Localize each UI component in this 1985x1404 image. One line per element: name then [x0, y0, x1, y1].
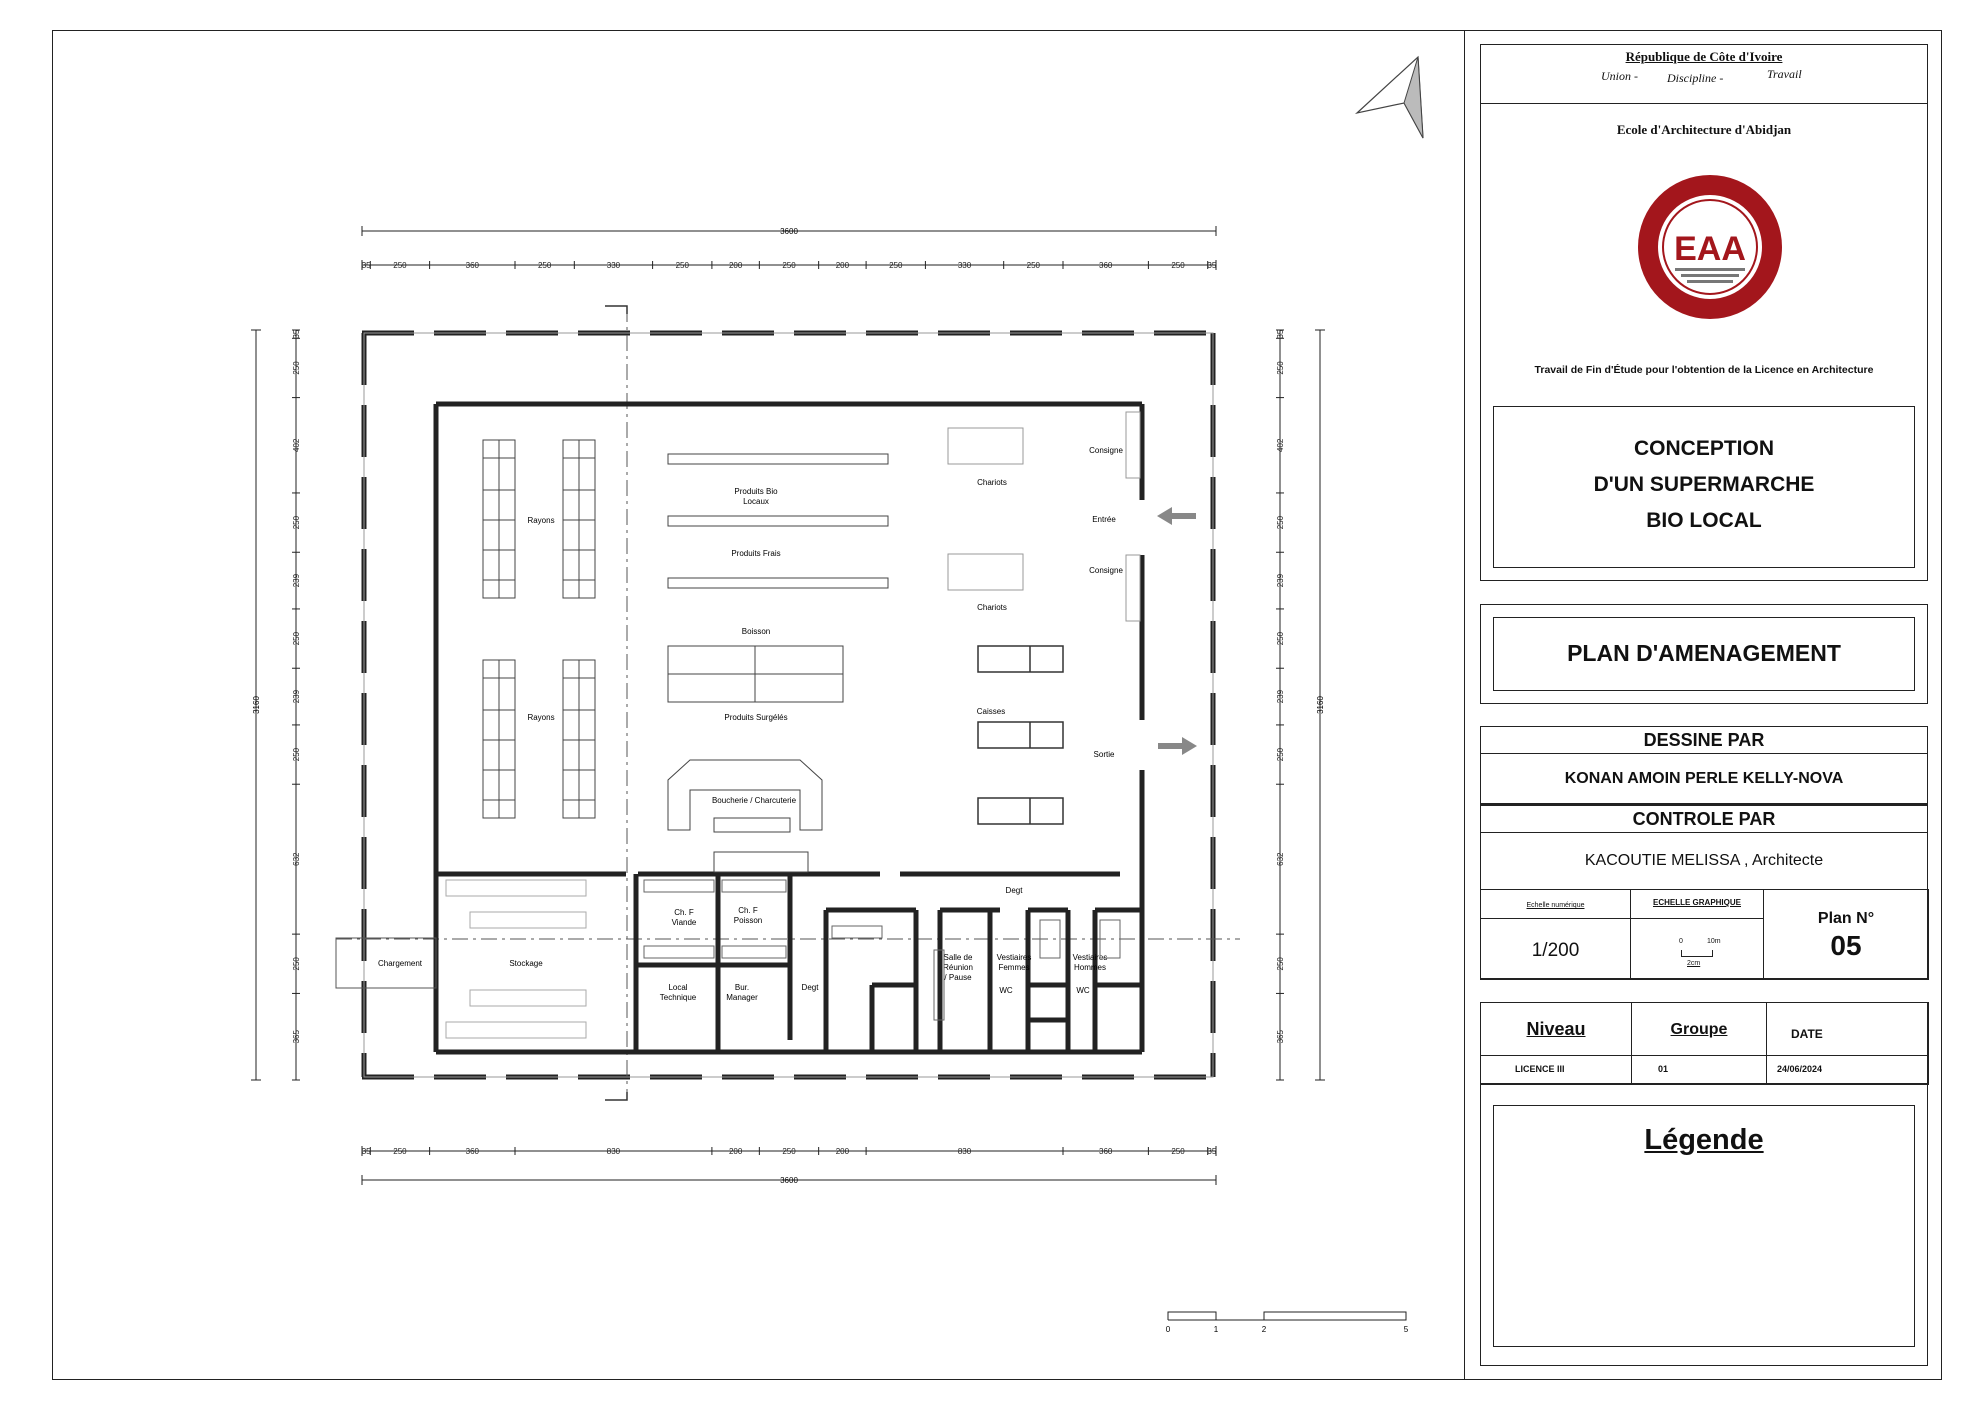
room-produits-bio: Produits Bio [734, 487, 778, 496]
checked-by-label: CONTROLE PAR [1480, 805, 1928, 833]
scale-graph-2cm: 2cm [1687, 960, 1701, 967]
room-bur-manager-2: Manager [726, 993, 758, 1002]
dimension-value: 250 [1276, 957, 1285, 971]
legend-inner [1493, 1105, 1915, 1347]
room-degt-mid: Degt [801, 983, 819, 992]
shelving-units [483, 440, 595, 818]
room-caisses: Caisses [976, 707, 1006, 716]
dimension-value: 239 [1276, 689, 1285, 704]
dimension-value: 365 [1276, 1030, 1285, 1044]
dimension-value: 200 [835, 1147, 850, 1156]
product-shelves [668, 454, 888, 872]
dimension-value: 200 [728, 261, 743, 270]
room-wc-2: WC [1076, 986, 1090, 995]
room-boucherie: Boucherie / Charcuterie [711, 796, 797, 805]
entry-arrow-icon [1157, 507, 1196, 525]
dimension-value: 250 [393, 261, 407, 270]
checkout-counters [978, 646, 1063, 824]
room-sortie: Sortie [1093, 750, 1115, 759]
room-entree: Entrée [1092, 515, 1116, 524]
room-chargement: Chargement [377, 959, 423, 968]
dimension-value: 250 [1276, 515, 1285, 530]
scale-bar-1: 1 [1213, 1325, 1219, 1334]
dimension-value: 250 [292, 631, 301, 646]
tb-info-box [1480, 1002, 1928, 1084]
axis-markers [605, 306, 627, 1100]
niveau-value: LICENCE III [1515, 1064, 1565, 1074]
dimension-value: 239 [292, 689, 301, 704]
room-salle-1: Salle de [943, 953, 973, 962]
tb-drawn-box [1480, 726, 1928, 804]
dim-overall-top: 3600 [780, 227, 798, 236]
room-stockage: Stockage [509, 959, 543, 968]
dimension-value: 330 [606, 261, 621, 270]
dimension-value: 360 [465, 1147, 479, 1156]
eaa-logo-icon [1635, 172, 1785, 322]
dimension-value: 250 [1276, 631, 1285, 646]
scale-graph-10: 10m [1707, 938, 1721, 945]
dim-overall-bottom: 3600 [780, 1176, 798, 1185]
dimension-value: 35 [1207, 1147, 1217, 1156]
dimension-value: 250 [1026, 261, 1041, 270]
dimension-value: 360 [1099, 1147, 1113, 1156]
dimension-value: 250 [292, 747, 301, 762]
dimension-value: 360 [465, 261, 479, 270]
dimension-value: 250 [292, 361, 301, 375]
dimension-value: 360 [1099, 261, 1113, 270]
scale-num-cell [1480, 889, 1631, 980]
dimension-value: 250 [675, 261, 689, 270]
project-title-3: BIO LOCAL [1646, 509, 1762, 532]
dimension-value: 250 [889, 261, 903, 270]
tfe-subtitle: Travail de Fin d'Étude pour l'obtention de la Licence en Architecture [1534, 364, 1874, 376]
plan-title: PLAN D'AMENAGEMENT [1567, 640, 1841, 666]
room-consigne-bottom: Consigne [1089, 566, 1123, 575]
dimension-value: 35 [1276, 329, 1285, 339]
dimension-value: 250 [782, 261, 796, 270]
tb-checked-box [1480, 805, 1928, 979]
room-produits-bio-2: Locaux [743, 497, 769, 506]
dimension-value: 250 [1171, 261, 1185, 270]
room-produits-surgeles: Produits Surgélés [724, 713, 788, 722]
dimension-value: 250 [1171, 1147, 1185, 1156]
checked-by-name: KACOUTIE MELISSA , Architecte [1480, 832, 1928, 890]
plan-title-inner [1493, 617, 1915, 691]
mini-scale-bar [1681, 950, 1713, 957]
dimension-value: 330 [957, 261, 972, 270]
room-local-tech-2: Technique [659, 993, 697, 1002]
dimension-value: 250 [537, 261, 552, 270]
room-local-tech-1: Local [668, 983, 688, 992]
school-name: Ecole d'Architecture d'Abidjan [1616, 122, 1792, 137]
tb-legend-box [1480, 1084, 1928, 1366]
scale-num-value: 1/200 [1531, 940, 1580, 961]
dimension-value: 830 [606, 1147, 621, 1156]
project-title-1: CONCEPTION [1633, 437, 1774, 460]
tb-school-box [1480, 103, 1928, 581]
room-rayons-top: Rayons [527, 516, 555, 525]
room-wc-1: WC [999, 986, 1013, 995]
motto-3: Travail [1767, 67, 1802, 81]
scale-graph-0: 0 [1679, 938, 1683, 945]
office-furniture [644, 880, 1120, 1020]
groupe-value: 01 [1658, 1064, 1669, 1074]
dim-overall-right: 3160 [1316, 696, 1325, 714]
dimension-value: 250 [1276, 361, 1285, 375]
scale-graph-label: ECHELLE GRAPHIQUE [1652, 898, 1741, 907]
dimension-value: 35 [361, 1147, 371, 1156]
scale-bar-0: 0 [1165, 1325, 1171, 1334]
motto-2: Discipline - [1667, 71, 1724, 85]
dimension-value: 402 [292, 438, 301, 452]
dimension-value: 632 [292, 852, 301, 866]
plan-no: 05 [1830, 930, 1862, 961]
room-ch-poisson-2: Poisson [733, 916, 763, 925]
svg-text:EAA: EAA [1674, 230, 1746, 268]
date-value: 24/06/2024 [1777, 1064, 1823, 1074]
scale-num-label: Echelle numérique [1526, 902, 1585, 909]
dimension-value: 250 [393, 1147, 407, 1156]
room-produits-frais: Produits Frais [731, 549, 781, 558]
legend-title: Légende [1644, 1124, 1764, 1156]
plan-number-cell [1763, 889, 1929, 980]
dimension-value: 632 [1276, 852, 1285, 866]
project-title-2: D'UN SUPERMARCHE [1593, 473, 1815, 496]
drawn-by-label: DESSINE PAR [1480, 726, 1928, 754]
dimension-value: 250 [1276, 747, 1285, 762]
exit-arrow-icon [1158, 737, 1197, 755]
niveau-label: Niveau [1526, 1019, 1586, 1039]
dim-overall-left: 3160 [252, 696, 261, 714]
dimension-value: 200 [835, 261, 850, 270]
scale-bar [1168, 1312, 1406, 1320]
scale-bar-2: 2 [1261, 1325, 1267, 1334]
project-title-box [1493, 406, 1915, 568]
tb-header-box [1480, 44, 1928, 104]
dimension-value: 250 [782, 1147, 796, 1156]
room-vest-h-2: Hommes [1073, 963, 1107, 972]
room-ch-viande-1: Ch. F [674, 908, 694, 917]
room-rayons-bottom: Rayons [527, 713, 555, 722]
dimension-value: 365 [292, 1030, 301, 1044]
room-boisson: Boisson [741, 627, 771, 636]
dimension-value: 239 [292, 573, 301, 588]
dimension-value: 35 [292, 329, 301, 339]
room-ch-poisson-1: Ch. F [738, 906, 758, 915]
groupe-label: Groupe [1670, 1021, 1728, 1038]
scale-graph-cell [1630, 889, 1764, 980]
date-label: DATE [1791, 1027, 1823, 1041]
inner-walls [436, 404, 1142, 1052]
room-consigne-top: Consigne [1089, 446, 1123, 455]
room-bur-manager-1: Bur. [734, 983, 750, 992]
motto-1: Union - [1601, 69, 1638, 83]
dimension-value: 200 [728, 1147, 743, 1156]
north-arrow-icon [1357, 57, 1423, 138]
room-vest-f-1: Vestiaires [996, 953, 1032, 962]
scale-bar-5: 5 [1403, 1325, 1409, 1334]
dimension-value: 402 [1276, 438, 1285, 452]
room-salle-3: / Pause [944, 973, 972, 982]
plan-no-label: Plan N° [1817, 910, 1875, 927]
room-degt-top: Degt [1005, 886, 1023, 895]
dimension-value: 35 [1207, 261, 1217, 270]
dimension-value: 250 [292, 515, 301, 530]
republic-text: République de Côte d'Ivoire [1625, 49, 1783, 64]
room-vest-h-1: Vestiaires [1072, 953, 1108, 962]
room-chariots-bottom: Chariots [977, 603, 1007, 612]
room-vest-f-2: Femmes [998, 963, 1030, 972]
tb-plan-title-box [1480, 604, 1928, 704]
drawn-by-name: KONAN AMOIN PERLE KELLY-NOVA [1480, 753, 1928, 805]
room-salle-2: Réunion [943, 963, 973, 972]
dimension-value: 239 [1276, 573, 1285, 588]
dimension-value: 250 [292, 957, 301, 971]
dimension-value: 35 [361, 261, 371, 270]
dimension-value: 830 [957, 1147, 972, 1156]
room-chariots-top: Chariots [977, 478, 1007, 487]
room-ch-viande-2: Viande [671, 918, 697, 927]
